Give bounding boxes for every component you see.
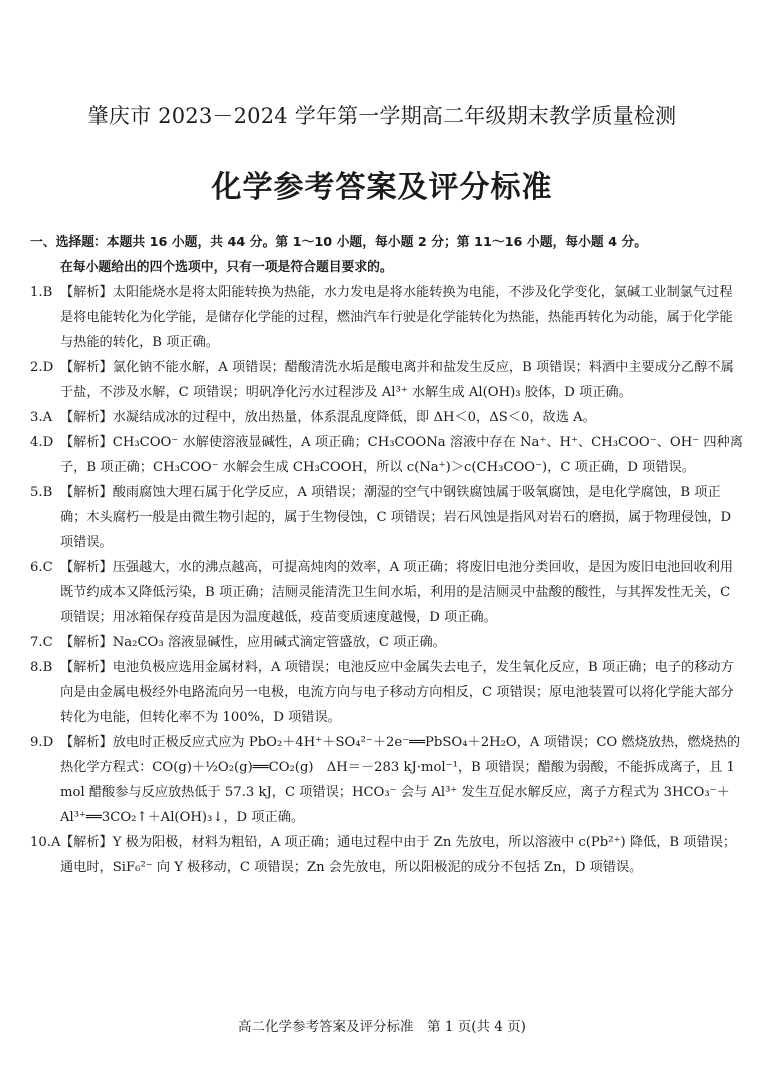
answer-number: 9.D xyxy=(30,735,54,750)
answer-item-10 xyxy=(30,830,744,880)
answer-item-3 xyxy=(30,405,744,430)
answer-explanation: 【解析】压强越大，水的沸点越高，可提高炖肉的效率，A 项正确；将废旧电池分类回收，是因为废旧电池回收利用既节约成本又降低污染，B 项正确；洁厕灵能清洗卫生间水垢，利用的是洁厕灵中盐酸的酸性，与其挥发性无关，C 项错误；用冰箱保存疫苗是因为温度越低，疫苗变质速度越慢，D 项正确。 xyxy=(60,560,734,625)
section-heading xyxy=(30,230,744,280)
answer-number: 4.D xyxy=(30,435,54,450)
answer-explanation: 【解析】CH₃COO⁻ 水解使溶液显碱性，A 项正确；CH₃COONa 溶液中存在 Na⁺、H⁺、CH₃COO⁻、OH⁻ 四种离子，B 项正确；CH₃COO⁻ 水解会生成 CH₃COOH，所以 c(Na⁺)＞c(CH₃COO⁻)，C 项正确，D 项错误。 xyxy=(60,435,743,475)
section-heading-line2: 在每小题给出的四个选项中，只有一项是符合题目要求的。 xyxy=(60,260,393,275)
answer-explanation: 【解析】Na₂CO₃ 溶液显碱性，应用碱式滴定管盛放，C 项正确。 xyxy=(60,635,446,650)
answer-explanation: 【解析】放电时正极反应式应为 PbO₂＋4H⁺＋SO₄²⁻＋2e⁻══PbSO₄＋2H₂O，A 项错误；CO 燃烧放热，燃烧热的热化学方程式：CO(g)＋½O₂(g)══CO₂(g) ΔH＝－283 kJ·mol⁻¹，B 项错误；醋酸为弱酸，不能拆成离子，且 1 mol 醋酸参与反应放热低于 57.3 kJ，C 项错误；HCO₃⁻ 会与 Al³⁺ 发生互促水解反应，离子方程式为 3HCO₃⁻＋Al³⁺══3CO₂↑＋Al(OH)₃↓，D 项正确。 xyxy=(60,735,741,825)
answer-explanation: 【解析】氯化钠不能水解，A 项错误；醋酸清洗水垢是酸电离并和盐发生反应，B 项错误；料酒中主要成分乙醇不属于盐，不涉及水解，C 项错误；明矾净化污水过程涉及 Al³⁺ 水解生成 Al(OH)₃ 胶体，D 项正确。 xyxy=(60,360,734,400)
answer-explanation: 【解析】太阳能烧水是将太阳能转换为热能，水力发电是将水能转换为电能，不涉及化学变化，氯碱工业制氯气过程是将电能转化为化学能，是储存化学能的过程，燃油汽车行驶是化学能转化为热能，热能再转化为动能，属于化学能与热能的转化，B 项正确。 xyxy=(60,285,733,350)
answer-number: 7.C xyxy=(30,635,53,650)
answer-number: 3.A xyxy=(30,410,53,425)
answer-body xyxy=(30,230,744,880)
answer-item-7 xyxy=(30,630,744,655)
answer-number: 1.B xyxy=(30,285,53,300)
answer-item-4 xyxy=(30,430,744,480)
answer-number: 10.A xyxy=(30,835,61,850)
answer-explanation: 【解析】电池负极应选用金属材料，A 项错误；电池反应中金属失去电子，发生氧化反应，B 项正确；电子的移动方向是由金属电极经外电路流向另一电极，电流方向与电子移动方向相反，C 项错误；原电池装置可以将化学能大部分转化为电能，但转化率不为 100%，D 项错误。 xyxy=(60,660,734,725)
page-title: 肇庆市 2023－2024 学年第一学期高二年级期末教学质量检测 xyxy=(87,104,677,128)
answer-number: 2.D xyxy=(30,360,54,375)
answer-item-2 xyxy=(30,355,744,405)
answer-number: 8.B xyxy=(30,660,53,675)
answer-item-1 xyxy=(30,280,744,355)
answer-number: 5.B xyxy=(30,485,53,500)
answer-item-6 xyxy=(30,555,744,630)
answer-item-9 xyxy=(30,730,744,830)
answer-explanation: 【解析】水凝结成冰的过程中，放出热量，体系混乱度降低，即 ΔH＜0，ΔS＜0，故选 A。 xyxy=(60,410,596,425)
answer-explanation: 【解析】Y 极为阳极，材料为粗铅，A 项正确；通电过程中由于 Zn 先放电，所以溶液中 c(Pb²⁺) 降低，B 项错误；通电时，SiF₆²⁻ 向 Y 极移动，C 项错误；Zn 会先放电，所以阳极泥的成分不包括 Zn，D 项错误。 xyxy=(60,835,737,875)
answer-number: 6.C xyxy=(30,560,53,575)
answer-item-8 xyxy=(30,655,744,730)
page-footer: 高二化学参考答案及评分标准 第 1 页(共 4 页) xyxy=(238,1019,526,1035)
section-heading-line1: 一、选择题：本题共 16 小题，共 44 分。第 1～10 小题，每小题 2 分；第 11～16 小题，每小题 4 分。 xyxy=(30,235,648,250)
page-subtitle: 化学参考答案及评分标准 xyxy=(211,170,553,205)
answer-item-5 xyxy=(30,480,744,555)
answer-explanation: 【解析】酸雨腐蚀大理石属于化学反应，A 项错误；潮湿的空气中钢铁腐蚀属于吸氧腐蚀，是电化学腐蚀，B 项正确；木头腐朽一般是由微生物引起的，属于生物侵蚀，C 项错误；岩石风蚀是指风对岩石的磨损，属于物理侵蚀，D 项错误。 xyxy=(60,485,732,550)
